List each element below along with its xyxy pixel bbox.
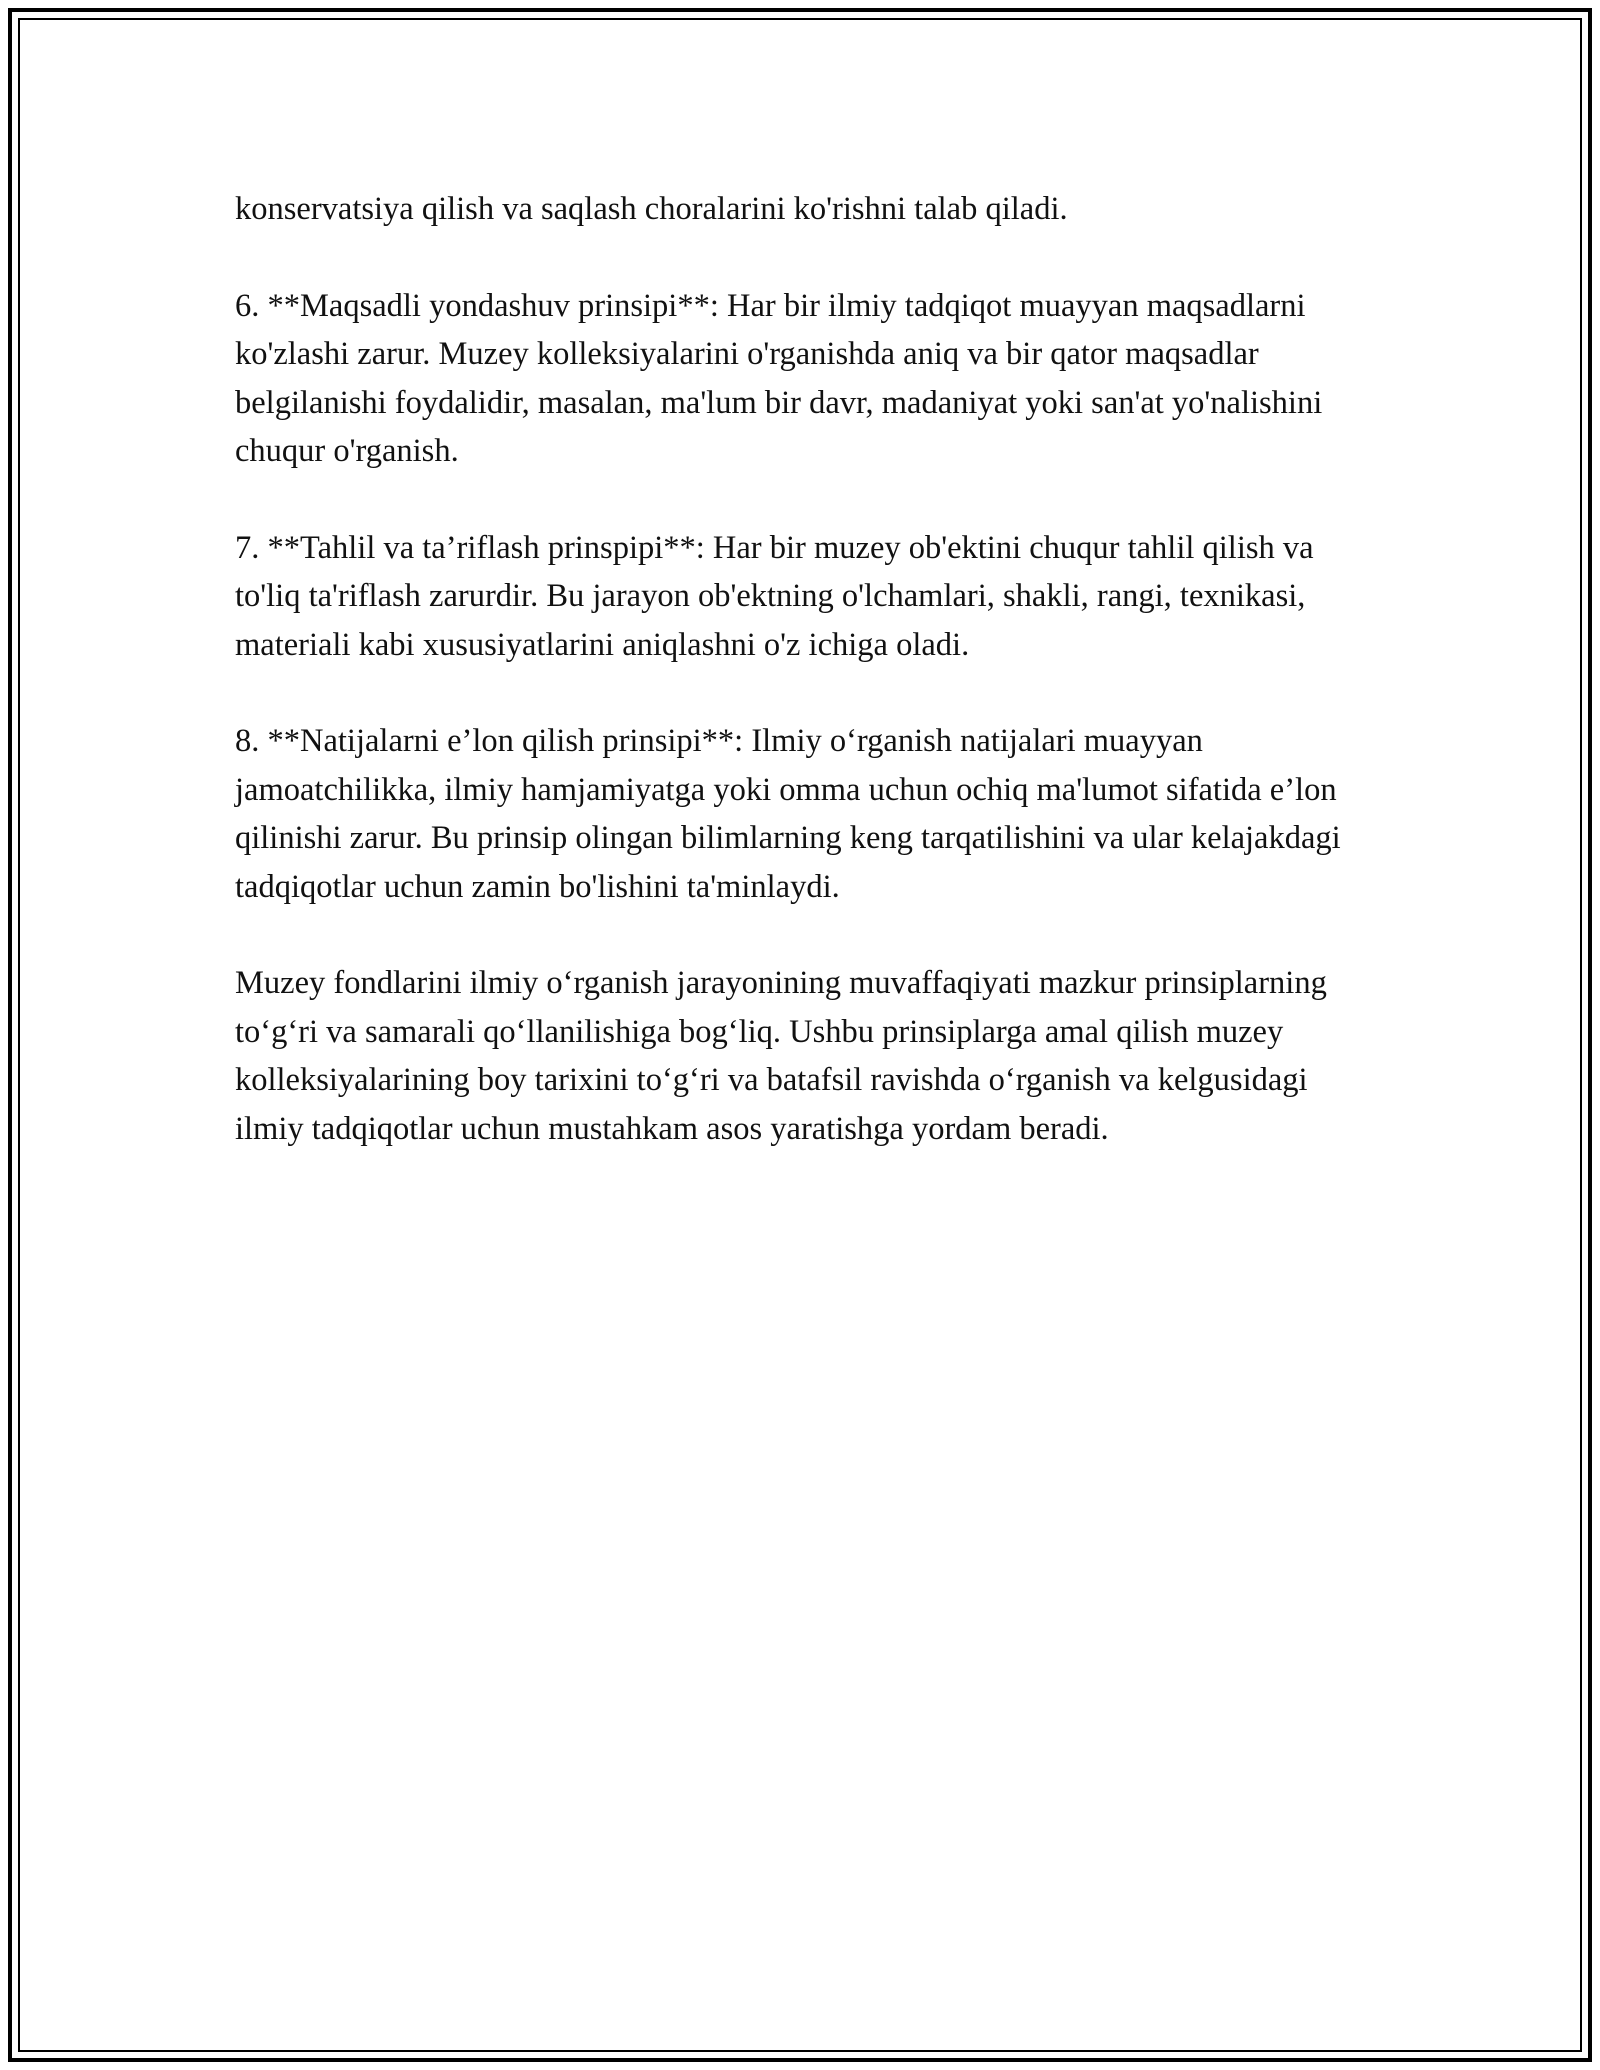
paragraph-principle-8: 8. **Natijalarni e’lon qilish prinsipi**: Ilmiy o‘rganish natijalari muayyan jamoatchilikka, ilmiy hamjamiyatga yoki omma uchun ochiq ma'lumot sifatida e’lon qilinishi zarur. Bu prinsip olingan bilimlarning keng tarqatilishini va ular kelajakdagi tadqiqotlar uchun zamin bo'lishini ta'minlaydi. — [235, 723, 1341, 905]
document-body — [235, 185, 1375, 1201]
paragraph-principle-7: 7. **Tahlil va ta’riflash prinspipi**: Har bir muzey ob'ektini chuqur tahlil qilish va to'liq ta'riflash zarurdir. Bu jarayon ob'ektning o'lchamlari, shakli, rangi, texnikasi, materiali kabi xususiyatlarini aniqlashni o'z ichiga oladi. — [235, 529, 1314, 663]
paragraph-conclusion: Muzey fondlarini ilmiy o‘rganish jarayonining muvaffaqiyati mazkur prinsiplarning to‘g‘ri va samarali qo‘llanilishiga bog‘liq. Ushbu prinsiplarga amal qilish muzey kolleksiyalarining boy tarixini to‘g‘ri va batafsil ravishda o‘rganish va kelgusidagi ilmiy tadqiqotlar uchun mustahkam asos yaratishga yordam beradi. — [235, 965, 1327, 1147]
paragraph-principle-6: 6. **Maqsadli yondashuv prinsipi**: Har bir ilmiy tadqiqot muayyan maqsadlarni ko'zlashi zarur. Muzey kolleksiyalarini o'rganishda aniq va bir qator maqsadlar belgilanishi foydalidir, masalan, ma'lum bir davr, madaniyat yoki san'at yo'nalishini chuqur o'rganish. — [235, 287, 1323, 470]
paragraph-continuation: konservatsiya qilish va saqlash choralarini ko'rishni talab qiladi. — [235, 191, 1068, 227]
